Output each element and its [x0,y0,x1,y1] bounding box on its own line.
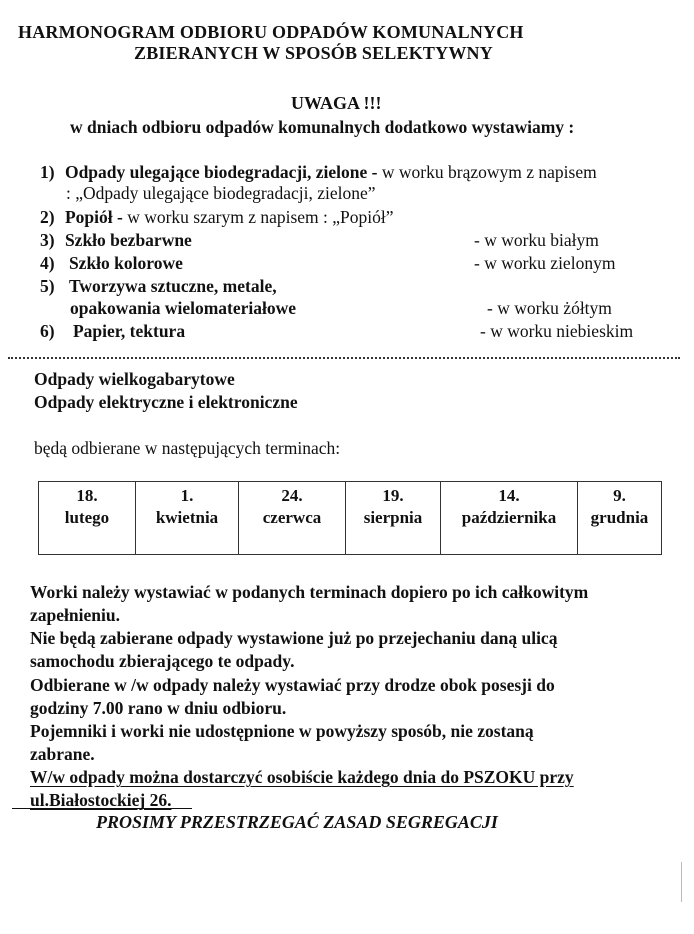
date-month: lutego [64,508,110,527]
date-day: 18. [76,486,98,505]
date-cell [39,482,136,555]
item-continuation: : „Odpady ulegające biodegradacji, zielone” [66,183,376,203]
item-bag: - w worku białym [474,230,599,250]
list-item [40,321,185,342]
list-item [40,207,394,228]
item-bag: - w worku zielonym [474,253,616,273]
dotted-separator [8,357,680,359]
date-month: sierpnia [363,508,423,527]
date-day: 1. [180,486,194,505]
note-1a: Worki należy wystawiać w podanych terminach dopiero po ich całkowitym [30,582,589,602]
note-2a: Nie będą zabierane odpady wystawione już po przejechaniu daną ulicą [30,628,558,648]
note-2b: samochodu zbierającego te odpady. [30,651,295,671]
note-5a: W/w odpady można dostarczyć osobiście każdego dnia do PSZOKU przy [30,767,574,787]
underline-rule [12,808,192,809]
list-item [40,230,192,251]
note-4a: Pojemniki i worki nie udostępnione w powyższy sposób, nie zostaną [30,721,534,741]
item-name: Odpady ulegające biodegradacji, zielone - [64,162,378,182]
item-name: Popiół - [64,207,123,227]
item-number: 3) [40,230,55,250]
schedule-table [38,481,662,555]
bulky-line-2: Odpady elektryczne i elektroniczne [34,392,298,412]
item-bag: - w worku niebieskim [480,321,634,341]
scan-artifact [681,862,682,902]
note-3a: Odbierane w /w odpady należy wystawiać przy drodze obok posesji do [30,675,555,695]
table-row [39,482,662,555]
uwaga-heading: UWAGA !!! [291,93,382,113]
item-detail: w worku szarym z napisem : „Popiół” [122,207,394,227]
bulky-line-1: Odpady wielkogabarytowe [34,369,235,389]
date-month: kwietnia [155,508,219,527]
date-month: października [461,508,557,527]
date-day: 9. [613,486,626,505]
item-number: 5) [40,276,55,296]
date-month: czerwca [262,508,322,527]
list-item [40,253,183,274]
item-number: 6) [40,321,55,341]
item-detail: w worku brązowym z napisem [377,162,597,182]
footer-slogan: PROSIMY PRZESTRZEGAĆ ZASAD SEGREGACJI [96,812,498,832]
item-number: 2) [40,207,55,227]
note-5b: ul.Białostockiej 26. [30,790,172,810]
item-name-continuation: opakowania wielomateriałowe [70,298,297,318]
date-month: grudnia [590,508,649,527]
intro-text: w dniach odbioru odpadów komunalnych dodatkowo wystawiamy : [70,117,575,137]
date-day: 24. [281,486,303,505]
item-name: Papier, tektura [72,321,186,341]
note-1b: zapełnieniu. [30,605,120,625]
date-cell [578,482,662,555]
title-line-2: ZBIERANYCH W SPOSÓB SELEKTYWNY [134,43,493,63]
note-3b: godziny 7.00 rano w dniu odbioru. [30,698,287,718]
item-name: Szkło kolorowe [68,253,183,273]
item-bag: - w worku żółtym [487,298,612,318]
list-item [40,276,277,297]
date-day: 14. [498,486,520,505]
date-day: 19. [382,486,404,505]
item-number: 1) [40,162,55,182]
date-cell [441,482,578,555]
title-line-1: HARMONOGRAM ODBIORU ODPADÓW KOMUNALNYCH [18,22,524,42]
list-item [40,162,597,183]
item-name: Tworzywa sztuczne, metale, [68,276,277,296]
date-cell [136,482,239,555]
date-cell [239,482,346,555]
terms-text: będą odbierane w następujących terminach: [34,438,341,458]
date-cell [346,482,441,555]
note-4b: zabrane. [30,744,95,764]
item-number: 4) [40,253,55,273]
item-name: Szkło bezbarwne [64,230,192,250]
